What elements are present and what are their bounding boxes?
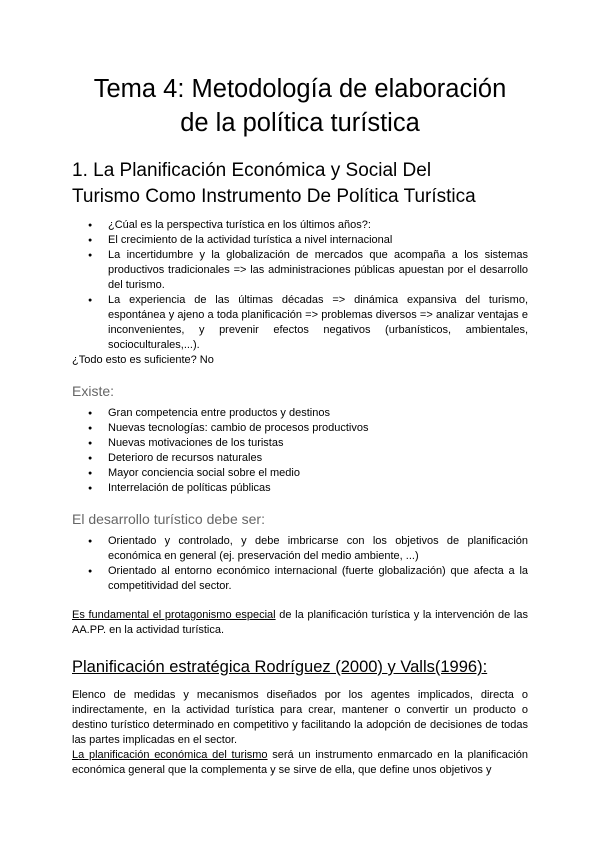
planificacion-paragraph-2 (72, 748, 528, 778)
list-item: ● Nuevas motivaciones de los turistas (72, 436, 528, 451)
section-1-heading-line-1: 1. La Planificación Económica y Social Del (72, 160, 432, 181)
planificacion-rest-text: será un instrumento enmarcado en la planificación económica general que la complementa y se sirve de ella, que define unos objetivos y (72, 749, 529, 777)
desarrollo-bullet-list (72, 534, 528, 594)
section-1-heading-line-2: Turismo Como Instrumento De Política Turística (72, 186, 476, 207)
existe-bullet-list (72, 406, 528, 496)
document-title (72, 72, 528, 140)
document-title-line-1: Tema 4: Metodología de elaboración (93, 75, 507, 103)
document-title-line-2: de la política turística (180, 109, 420, 137)
list-item: ● La incertidumbre y la globalización de mercados que acompaña a los sistemas productivos tradicionales => las administraciones públicas apuestan por el desarrollo del turismo. (72, 248, 528, 293)
list-item: ● Orientado al entorno económico internacional (fuerte globalización) que afecta a la competitividad del sector. (72, 564, 528, 594)
section-1-closing-question: ¿Todo esto es suficiente? No (72, 354, 214, 366)
list-item: ● La experiencia de las últimas décadas => dinámica expansiva del turismo, espontánea y ajeno a toda planificación => problemas diversos => analizar ventajas e inconvenientes, y prevenir efectos negativos (urbanísticos, ambientales, socioculturales,...). (72, 293, 528, 353)
fundamental-rest-text: de la planificación turística y la intervención de las AA.PP. en la actividad turística. (72, 609, 528, 637)
existe-heading: Existe: (72, 383, 115, 399)
desarrollo-heading: El desarrollo turístico debe ser: (72, 511, 265, 528)
list-item: ● Gran competencia entre productos y destinos (72, 406, 528, 421)
list-item: ● El crecimiento de la actividad turística a nivel internacional (72, 233, 528, 248)
list-item: ● Nuevas tecnologías: cambio de procesos productivos (72, 421, 528, 436)
planificacion-underlined-text: La planificación económica del turismo (72, 749, 268, 762)
section-1-bullet-list (72, 218, 528, 353)
list-item: ● Deterioro de recursos naturales (72, 451, 528, 466)
planificacion-paragraph-1: Elenco de medidas y mecanismos diseñados por los agentes implicados, directa o indirectamente, en la actividad turística para crear, mantener o convertir un producto o destino turístico determinado en competitivo y facilitando la adopción de decisiones de todas las partes implicadas en el sector. (72, 689, 528, 747)
planificacion-heading: Planificación estratégica Rodríguez (2000) y Valls(1996): (72, 658, 488, 677)
list-item: ● ¿Cúal es la perspectiva turística en los últimos años?: (72, 218, 528, 233)
list-item: ● Mayor conciencia social sobre el medio (72, 466, 528, 481)
fundamental-paragraph (72, 608, 528, 638)
list-item: ● Interrelación de políticas públicas (72, 481, 528, 496)
section-1-heading (72, 158, 528, 210)
list-item: ● Orientado y controlado, y debe imbricarse con los objetivos de planificación económica en general (ej. preservación del medio ambiente, ...) (72, 534, 528, 564)
fundamental-underlined-text: Es fundamental el protagonismo especial (72, 609, 276, 622)
